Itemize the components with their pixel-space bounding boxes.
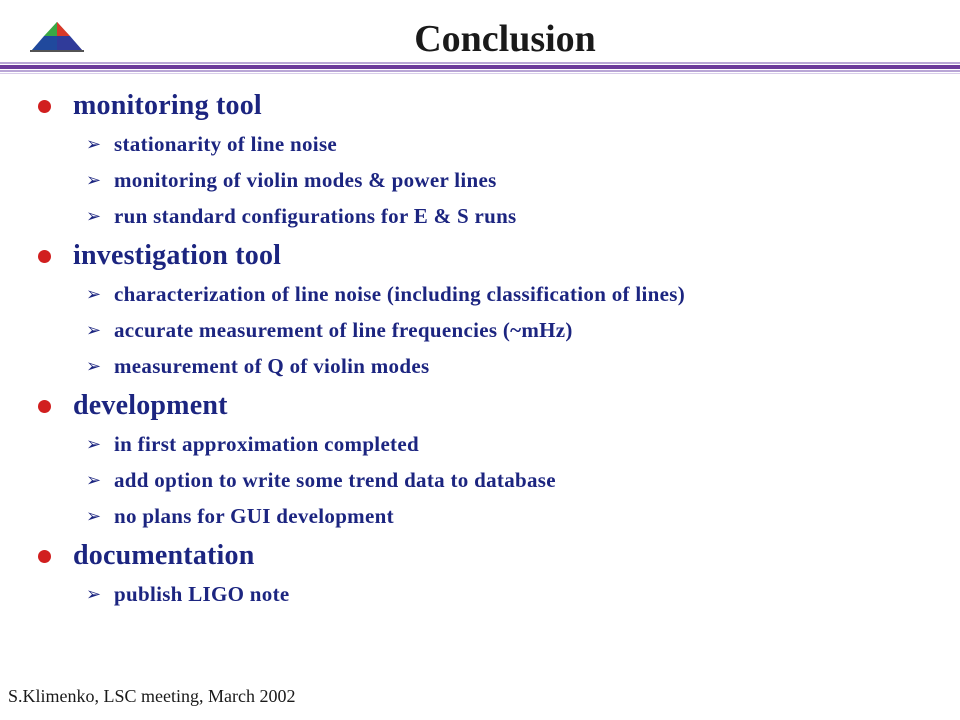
arrow-bullet-icon: ➢ [86,133,102,155]
bullet-dot-icon [38,550,51,563]
sub-item [36,348,936,384]
sub-item [36,312,936,348]
sub-item-label: accurate measurement of line frequencies (~mHz) [114,317,573,342]
title-divider [0,62,960,76]
bullet-dot-icon [38,400,51,413]
section-heading [36,86,936,126]
arrow-bullet-icon: ➢ [86,205,102,227]
section-label: development [73,390,228,421]
sub-item-label: in first approximation completed [114,431,419,456]
arrow-bullet-icon: ➢ [86,433,102,455]
section-label: investigation tool [73,240,282,271]
section-label: monitoring tool [73,90,262,121]
section-label: documentation [73,540,255,571]
sub-item [36,462,936,498]
sub-item-label: run standard configurations for E & S runs [114,203,517,228]
sub-item [36,576,936,612]
arrow-bullet-icon: ➢ [86,583,102,605]
sub-item-label: monitoring of violin modes & power lines [114,167,497,192]
arrow-bullet-icon: ➢ [86,283,102,305]
sub-item [36,276,936,312]
section-heading [36,236,936,276]
sub-item [36,162,936,198]
sub-item-label: publish LIGO note [114,581,290,606]
sub-item-label: measurement of Q of violin modes [114,353,430,378]
bullet-dot-icon [38,100,51,113]
arrow-bullet-icon: ➢ [86,169,102,191]
slide-footer: S.Klimenko, LSC meeting, March 2002 [8,686,296,706]
sub-item-label: stationarity of line noise [114,131,338,156]
bullet-dot-icon [38,250,51,263]
arrow-bullet-icon: ➢ [86,319,102,341]
sub-item-label: characterization of line noise (including classification of lines) [114,281,686,306]
bullet-list [36,84,936,612]
slide-title: Conclusion [414,18,596,60]
sub-item [36,198,936,234]
arrow-bullet-icon: ➢ [86,355,102,377]
sub-item [36,498,936,534]
sub-item-label: add option to write some trend data to database [114,467,556,492]
arrow-bullet-icon: ➢ [86,505,102,527]
section-heading [36,536,936,576]
section-heading [36,386,936,426]
arrow-bullet-icon: ➢ [86,469,102,491]
sub-item [36,426,936,462]
sub-item [36,126,936,162]
sub-item-label: no plans for GUI development [114,503,394,528]
